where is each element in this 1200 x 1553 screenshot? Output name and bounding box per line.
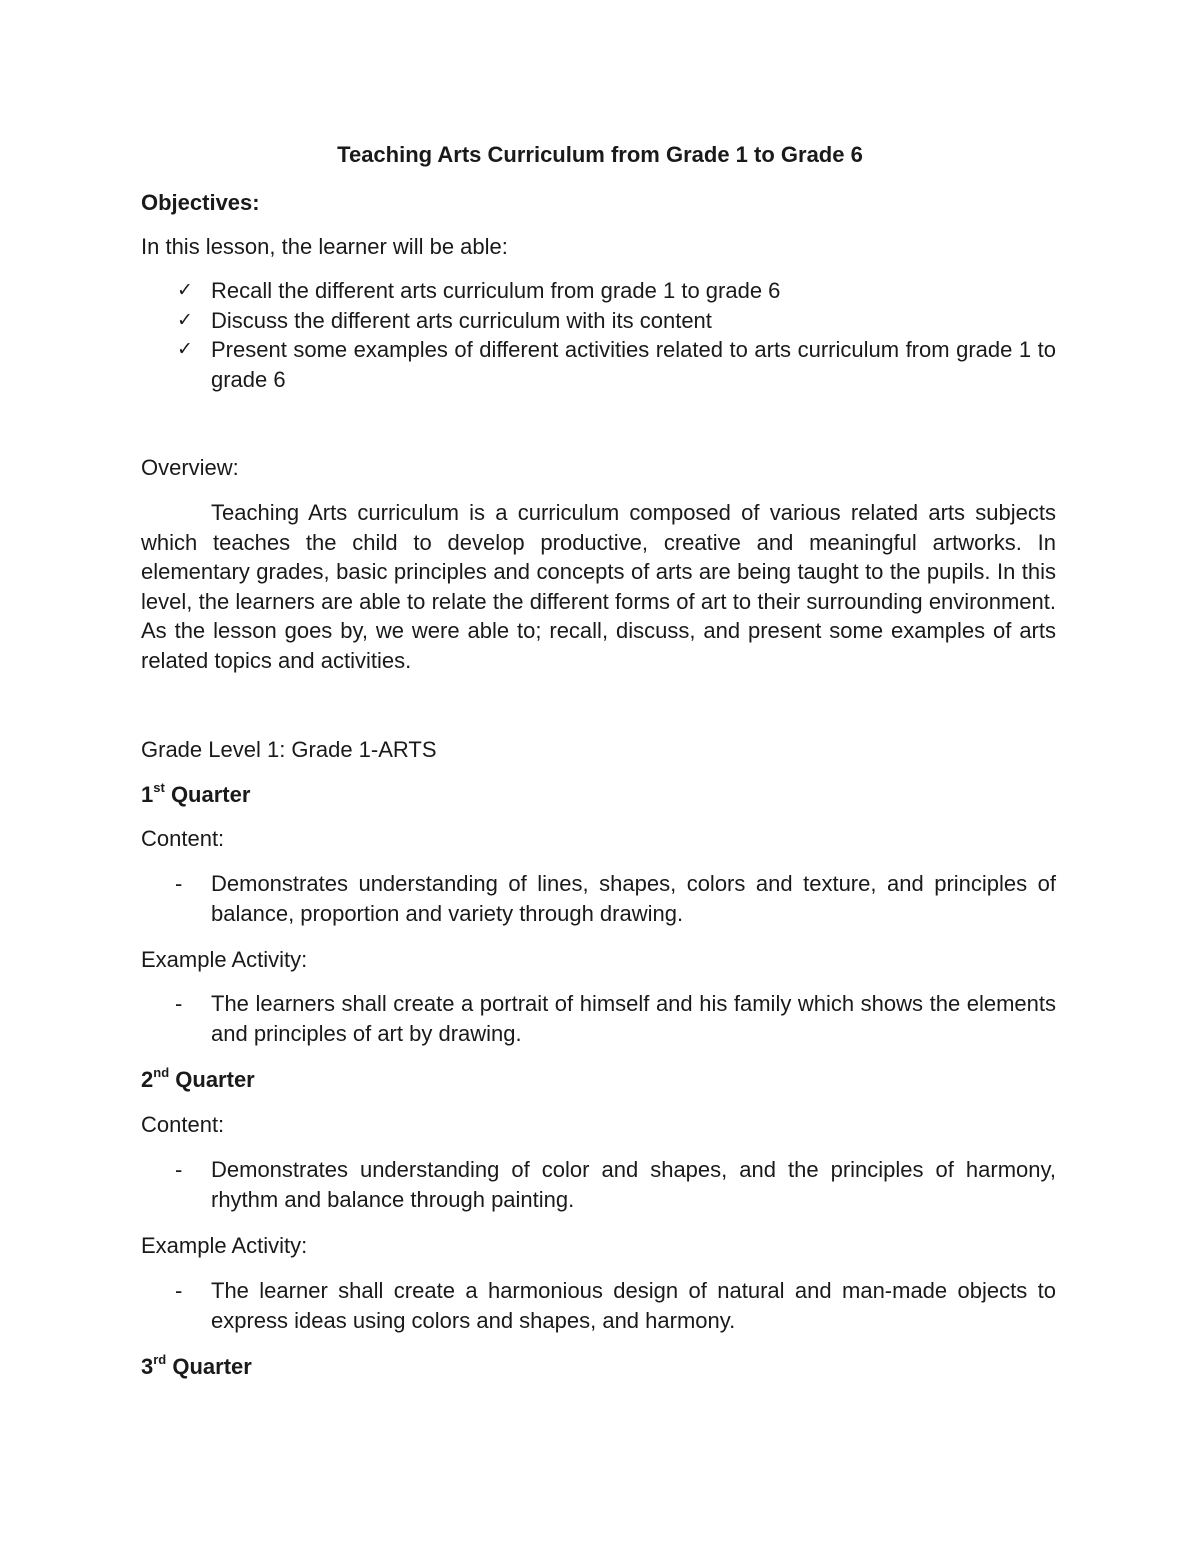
objectives-intro: In this lesson, the learner will be able: — [141, 234, 508, 259]
activity-label: Example Activity: — [141, 1233, 308, 1258]
content-label: Content: — [141, 1112, 225, 1137]
quarter-number: 2 — [141, 1067, 154, 1092]
objective-text: Recall the different arts curriculum from grade 1 to grade 6 — [211, 278, 781, 303]
objective-item — [141, 306, 1056, 336]
checkmark-icon: ✓ — [177, 279, 193, 301]
quarter-ordinal: st — [153, 779, 165, 795]
quarter-ordinal: nd — [153, 1064, 170, 1080]
objective-item — [141, 276, 1056, 306]
activity-text: The learners shall create a portrait of himself and his family which shows the elements and principles of art by drawing. — [211, 991, 1056, 1046]
dash-bullet: - — [175, 1157, 183, 1182]
activity-label: Example Activity: — [141, 947, 308, 972]
content-text: Demonstrates understanding of color and shapes, and the principles of harmony, rhythm and balance through painting. — [211, 1157, 1056, 1212]
content-label: Content: — [141, 826, 225, 851]
quarter-ordinal: rd — [153, 1351, 167, 1367]
quarter-heading — [141, 780, 1056, 810]
quarter-heading — [141, 1065, 1056, 1095]
activity-item — [141, 1276, 1056, 1336]
content-item — [141, 1155, 1056, 1215]
objective-item — [141, 335, 1056, 394]
activity-item — [141, 989, 1056, 1049]
overview-paragraph: Teaching Arts curriculum is a curriculum composed of various related arts subjects which teaches the child to develop productive, creative and meaningful artworks. In elementary grades, basic principles and concepts of arts are being taught to the pupils. In this level, the learners are able to relate the different forms of art to their surrounding environment. As the lesson goes by, we were able to; recall, discuss, and present some examples of arts related topics and activities. — [141, 500, 1056, 673]
checkmark-icon: ✓ — [177, 338, 193, 360]
quarter-label: Quarter — [175, 1067, 255, 1092]
quarter-number: 1 — [141, 782, 154, 807]
document-title: Teaching Arts Curriculum from Grade 1 to Grade 6 — [337, 142, 863, 167]
activity-text: The learner shall create a harmonious design of natural and man-made objects to express ideas using colors and shapes, and harmony. — [211, 1278, 1056, 1333]
dash-bullet: - — [175, 1278, 183, 1303]
content-item — [141, 869, 1056, 929]
quarter-label: Quarter — [172, 1354, 252, 1379]
quarter-label: Quarter — [170, 782, 251, 807]
dash-bullet: - — [175, 991, 183, 1016]
objectives-list — [141, 276, 1056, 394]
quarter-number: 3 — [141, 1354, 154, 1379]
content-text: Demonstrates understanding of lines, shapes, colors and texture, and principles of balance, proportion and variety through drawing. — [211, 871, 1056, 926]
checkmark-icon: ✓ — [177, 308, 193, 331]
grade-level-heading: Grade Level 1: Grade 1-ARTS — [141, 737, 437, 762]
objectives-heading: Objectives: — [141, 190, 260, 215]
dash-bullet: - — [175, 871, 183, 896]
quarter-heading — [141, 1352, 1056, 1382]
overview-heading: Overview: — [141, 455, 239, 480]
objective-text: Discuss the different arts curriculum with its content — [211, 307, 712, 333]
objective-text: Present some examples of different activities related to arts curriculum from grade 1 to grade 6 — [211, 337, 1056, 392]
